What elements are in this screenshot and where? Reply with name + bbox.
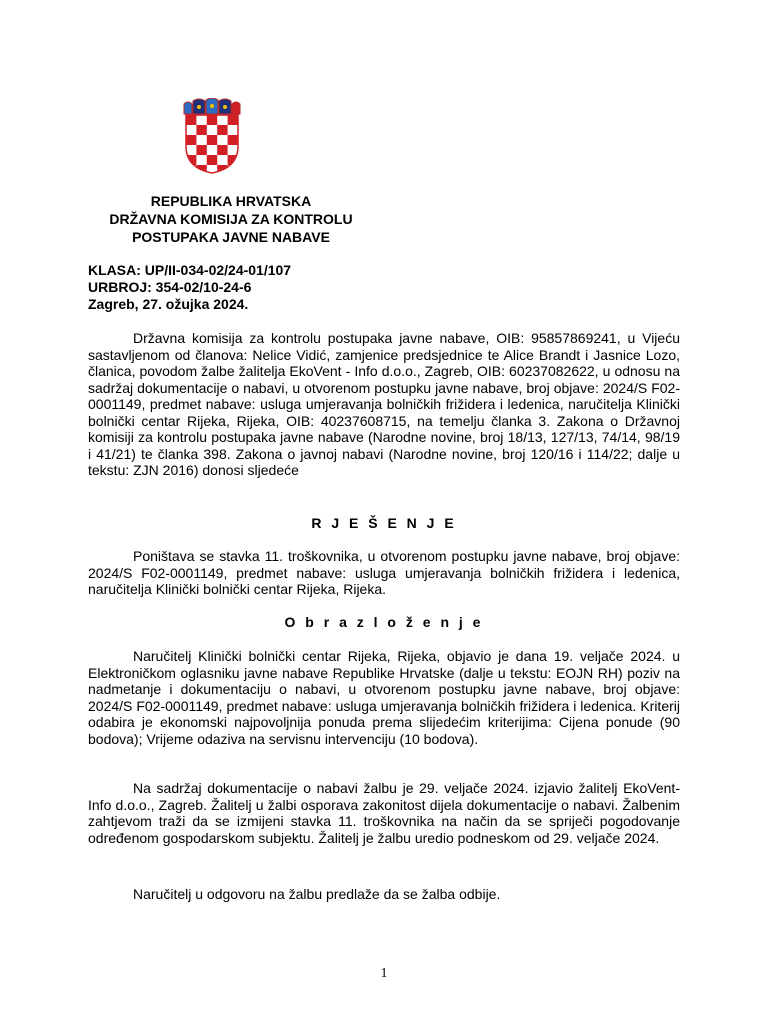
page-number: 1 xyxy=(380,966,388,981)
institution-header xyxy=(86,192,376,246)
urbroj: URBROJ: 354-02/10-24-6 xyxy=(88,279,252,295)
reasoning-paragraph-1: Naručitelj Klinički bolnički centar Rijeka, Rijeka, objavio je dana 19. veljače 2024. u Elektroničkom oglasniku javne nabave Republike Hrvatske (dalje u tekstu: EOJN RH) poziv na nadmetanje i dokumentaciju o nabavi, u otvorenom postupku javne nabave, broj objave: 2024/S F02-0001149, predmet nabave: usluga umjeravanja bolničkih frižidera i ledenica. Kriterij odabira je ekonomski najpovoljnija ponuda prema slijedećim kriterijima: Cijena ponude (90 bodova); Vrijeme odaziva na servisnu intervenciju (10 bodova). xyxy=(88,648,680,747)
institution-line-3: POSTUPAKA JAVNE NABAVE xyxy=(132,229,330,245)
croatian-coat-of-arms-icon xyxy=(180,98,244,174)
decision-paragraph: Poništava se stavka 11. troškovnika, u otvorenom postupku javne nabave, broj objave: 2024/S F02-0001149, predmet nabave: usluga umjeravanja bolničkih frižidera i ledenica, naručitelja Klinički bolnički centar Rijeka, Rijeka. xyxy=(88,548,680,597)
decision-heading: R J E Š E N J E xyxy=(311,515,457,531)
intro-paragraph: Državna komisija za kontrolu postupaka javne nabave, OIB: 95857869241, u Vijeću sastavljenom od članova: Nelice Vidić, zamjenice predsjednice te Alice Brandt i Jasnice Lozo, članica, povodom žalbe žalitelja EkoVent - Info d.o.o., Zagreb, OIB: 60237082622, u odnosu na sadržaj dokumentacije o nabavi, u otvorenom postupku javne nabave, broj objave: 2024/S F02-0001149, predmet nabave: usluga umjeravanja bolničkih frižidera i ledenica, naručitelja Klinički bolnički centar Rijeka, Rijeka, OIB: 40237608715, na temelju članka 3. Zakona o Državnoj komisiji za kontrolu postupaka javne nabave (Narodne novine, broj 18/13, 127/13, 74/14, 98/19 i 41/21) te članka 398. Zakona o javnoj nabavi (Narodne novine, broj 120/16 i 114/22; dalje u tekstu: ZJN 2016) donosi sljedeće xyxy=(88,330,680,478)
place-date: Zagreb, 27. ožujka 2024. xyxy=(88,296,249,312)
crown-icon xyxy=(184,98,240,114)
reasoning-paragraph-2: Na sadržaj dokumentacije o nabavi žalbu je 29. veljače 2024. izjavio žalitelj EkoVent-Info d.o.o., Zagreb. Žalitelj u žalbi osporava zakonitost dijela dokumentacije o nabavi. Žalbenim zahtjevom traži da se izmijeni stavka 11. troškovnika na način da se spriječi pogodovanje određenom gospodarskom subjektu. Žalitelj je žalbu uredio podneskom od 29. veljače 2024. xyxy=(88,780,680,846)
document-meta xyxy=(88,262,291,313)
institution-line-2: DRŽAVNA KOMISIJA ZA KONTROLU xyxy=(109,211,353,227)
reasoning-heading: O b r a z l o ž e n j e xyxy=(284,614,484,630)
reasoning-paragraph-3: Naručitelj u odgovoru na žalbu predlaže da se žalba odbije. xyxy=(133,886,501,902)
institution-line-1: REPUBLIKA HRVATSKA xyxy=(150,193,312,209)
klasa: KLASA: UP/II-034-02/24-01/107 xyxy=(88,262,292,278)
